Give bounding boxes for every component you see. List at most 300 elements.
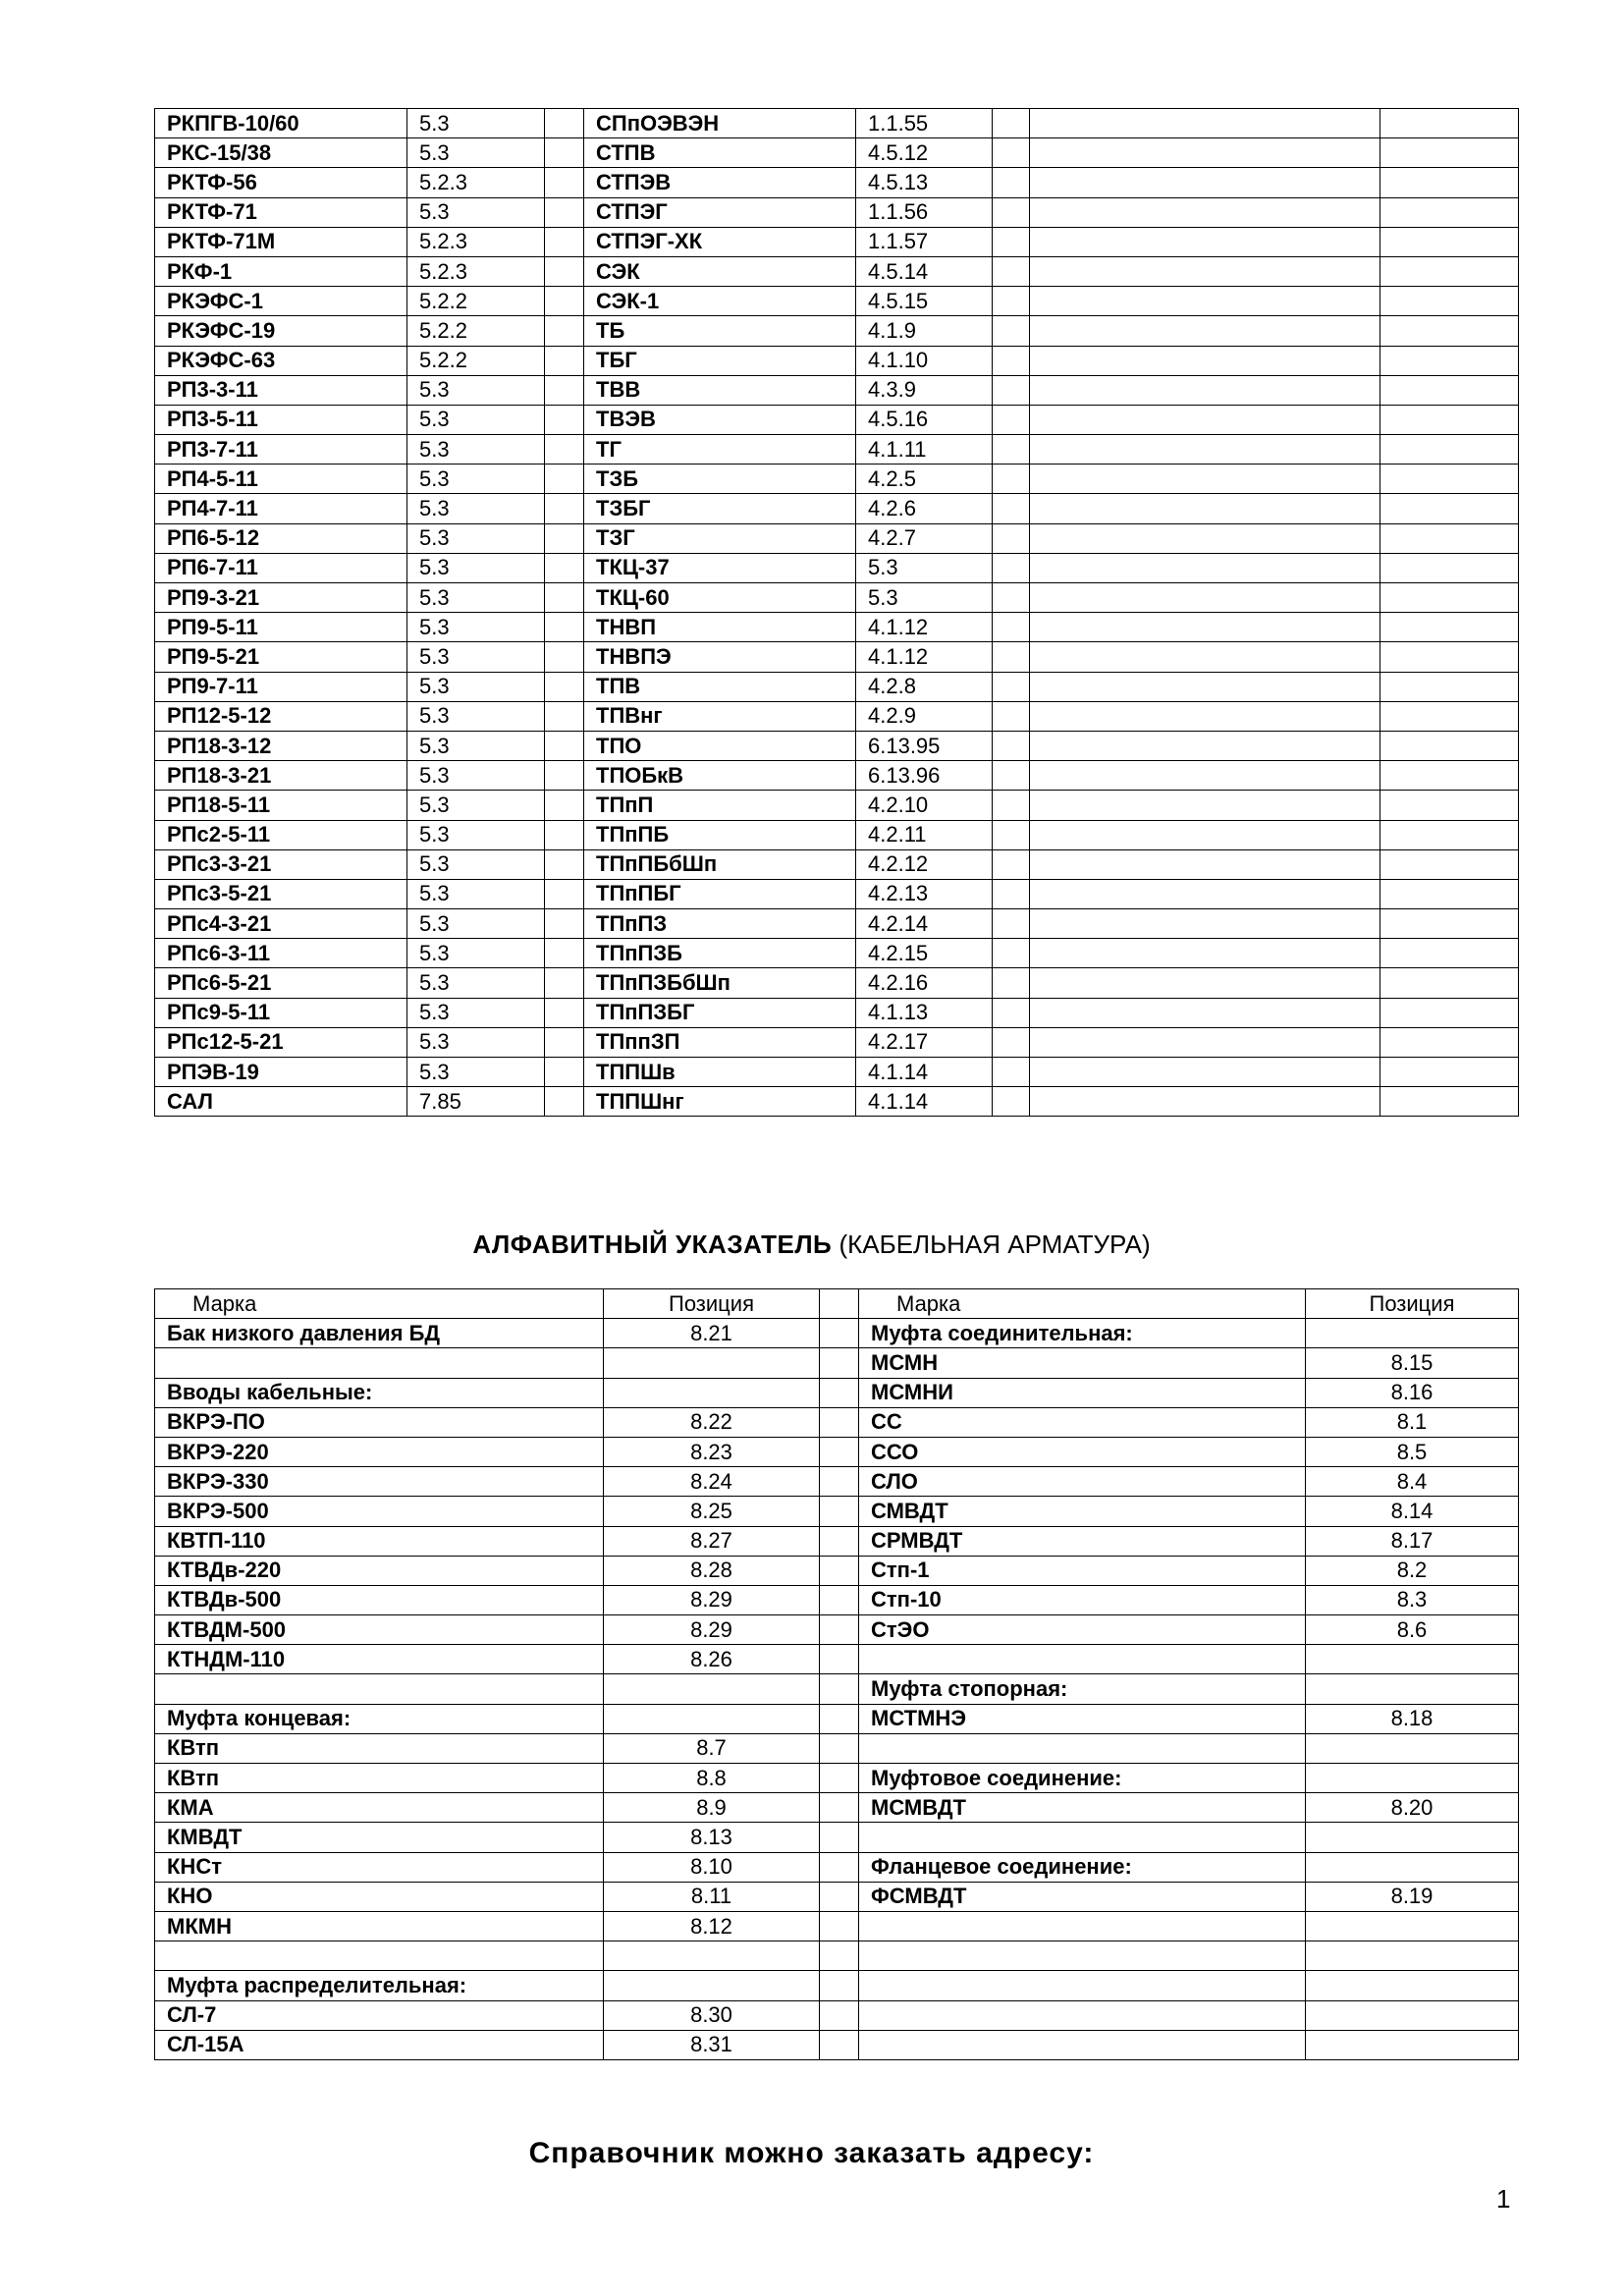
- empty-cell: [1030, 701, 1380, 731]
- empty-cell: [545, 909, 584, 939]
- cable-mark: ТЗБ: [584, 465, 856, 494]
- cable-mark: ТПпПБГ: [584, 879, 856, 908]
- empty-cell: [1380, 405, 1519, 434]
- cable-mark: САЛ: [155, 1087, 407, 1117]
- empty-cell: [820, 1971, 859, 2000]
- empty-cell: [1380, 583, 1519, 613]
- cable-position: 4.5.12: [856, 138, 993, 168]
- empty-cell: [993, 791, 1030, 820]
- table-row: [155, 1674, 1519, 1704]
- table-row: [155, 2000, 1519, 2030]
- empty-cell: [820, 1467, 859, 1497]
- empty-cell: [1380, 256, 1519, 286]
- empty-cell: [993, 168, 1030, 197]
- table-row: [155, 1911, 1519, 1941]
- empty-cell: [993, 1087, 1030, 1117]
- table-row: [155, 909, 1519, 939]
- empty-cell: [545, 820, 584, 849]
- table-row: [155, 465, 1519, 494]
- cable-mark: ТЗБГ: [584, 494, 856, 523]
- empty-cell: [1030, 820, 1380, 849]
- fitting-mark: [859, 1911, 1306, 1941]
- empty-cell: [545, 968, 584, 998]
- empty-cell: [993, 998, 1030, 1027]
- table-row: [155, 583, 1519, 613]
- empty-cell: [993, 820, 1030, 849]
- cable-mark: РП18-5-11: [155, 791, 407, 820]
- table-row: [155, 939, 1519, 968]
- empty-cell: [1030, 375, 1380, 405]
- table-row: [155, 1882, 1519, 1911]
- empty-cell: [993, 256, 1030, 286]
- fitting-position: 8.4: [1306, 1467, 1519, 1497]
- fitting-mark: [859, 1823, 1306, 1852]
- cable-mark: ТКЦ-60: [584, 583, 856, 613]
- fitting-mark: МСМН: [859, 1348, 1306, 1378]
- empty-cell: [1030, 583, 1380, 613]
- cable-mark: РКТФ-71: [155, 197, 407, 227]
- cable-mark: РПЭВ-19: [155, 1058, 407, 1087]
- fitting-position: [604, 1704, 820, 1733]
- cable-mark: РКЭФС-19: [155, 316, 407, 346]
- fitting-position: [604, 1971, 820, 2000]
- cable-mark: СТПЭГ-ХК: [584, 227, 856, 256]
- cable-position: 5.3: [407, 998, 545, 1027]
- cable-mark: ТЗГ: [584, 523, 856, 553]
- empty-cell: [993, 583, 1030, 613]
- fitting-mark: ВКРЭ-330: [155, 1467, 604, 1497]
- fitting-mark: [155, 1348, 604, 1378]
- fitting-mark: КВтп: [155, 1733, 604, 1763]
- table-row: [155, 1526, 1519, 1556]
- empty-cell: [1030, 939, 1380, 968]
- empty-cell: [1380, 227, 1519, 256]
- fitting-position: [1306, 1911, 1519, 1941]
- cable-mark: РПс6-5-21: [155, 968, 407, 998]
- fitting-position: [604, 1941, 820, 1971]
- empty-cell: [545, 672, 584, 701]
- empty-cell: [1380, 998, 1519, 1027]
- empty-cell: [1380, 1058, 1519, 1087]
- fitting-position: [1306, 1971, 1519, 2000]
- cable-mark: ТПВ: [584, 672, 856, 701]
- cable-mark: РПс9-5-11: [155, 998, 407, 1027]
- cable-position: 4.2.14: [856, 909, 993, 939]
- cable-mark: ТПпПЗ: [584, 909, 856, 939]
- fitting-position: 8.20: [1306, 1793, 1519, 1823]
- cable-position: 4.1.11: [856, 435, 993, 465]
- empty-cell: [545, 138, 584, 168]
- cable-mark: СПпОЭВЭН: [584, 109, 856, 138]
- empty-cell: [820, 1852, 859, 1882]
- cable-mark: ТГ: [584, 435, 856, 465]
- fitting-mark: КТНДМ-110: [155, 1645, 604, 1674]
- table-row: [155, 138, 1519, 168]
- table-row: [155, 613, 1519, 642]
- fitting-position: 8.11: [604, 1882, 820, 1911]
- table-row: [155, 553, 1519, 582]
- header-mark: Марка: [859, 1289, 1306, 1319]
- empty-cell: [993, 553, 1030, 582]
- empty-cell: [1380, 879, 1519, 908]
- empty-cell: [820, 1437, 859, 1466]
- cable-mark: РКФ-1: [155, 256, 407, 286]
- cable-mark: РП4-7-11: [155, 494, 407, 523]
- cable-mark: РКТФ-71М: [155, 227, 407, 256]
- fitting-mark: МСМВДТ: [859, 1793, 1306, 1823]
- fitting-mark: [859, 2030, 1306, 2059]
- cable-mark: ТПОБкВ: [584, 761, 856, 791]
- empty-cell: [1380, 849, 1519, 879]
- cable-position: 5.3: [407, 465, 545, 494]
- empty-cell: [993, 909, 1030, 939]
- cable-position: 4.2.9: [856, 701, 993, 731]
- fitting-position: 8.14: [1306, 1497, 1519, 1526]
- cable-mark: РКЭФС-1: [155, 287, 407, 316]
- empty-cell: [545, 553, 584, 582]
- header-position: Позиция: [1306, 1289, 1519, 1319]
- empty-cell: [545, 939, 584, 968]
- empty-cell: [545, 227, 584, 256]
- fitting-mark: [859, 1733, 1306, 1763]
- fitting-position: 8.27: [604, 1526, 820, 1556]
- table-row: [155, 879, 1519, 908]
- fitting-position: 8.3: [1306, 1585, 1519, 1614]
- empty-cell: [993, 939, 1030, 968]
- table-row: [155, 820, 1519, 849]
- cable-position: 5.3: [407, 909, 545, 939]
- fitting-mark: Стп-1: [859, 1556, 1306, 1585]
- fitting-mark: СЛ-7: [155, 2000, 604, 2030]
- empty-cell: [993, 701, 1030, 731]
- empty-cell: [1030, 998, 1380, 1027]
- cable-position: 5.2.2: [407, 287, 545, 316]
- empty-cell: [993, 287, 1030, 316]
- fitting-mark: КТВДМ-500: [155, 1615, 604, 1645]
- empty-cell: [820, 1764, 859, 1793]
- cable-position: 1.1.55: [856, 109, 993, 138]
- empty-cell: [993, 1058, 1030, 1087]
- empty-cell: [820, 2030, 859, 2059]
- empty-cell: [820, 1319, 859, 1348]
- table-row: [155, 642, 1519, 672]
- table-row: [155, 1378, 1519, 1407]
- table-row: [155, 791, 1519, 820]
- empty-cell: [993, 968, 1030, 998]
- cable-position: 4.2.15: [856, 939, 993, 968]
- cable-position: 6.13.96: [856, 761, 993, 791]
- fitting-mark: СтЭО: [859, 1615, 1306, 1645]
- fitting-mark: Фланцевое соединение:: [859, 1852, 1306, 1882]
- cable-position: 4.2.16: [856, 968, 993, 998]
- cable-mark: ТНВП: [584, 613, 856, 642]
- table-row: [155, 1971, 1519, 2000]
- empty-cell: [993, 642, 1030, 672]
- table-row: [155, 1467, 1519, 1497]
- cable-mark: ТПпПБ: [584, 820, 856, 849]
- cable-position: 1.1.57: [856, 227, 993, 256]
- cable-position: 4.5.14: [856, 256, 993, 286]
- fitting-mark: Муфтовое соединение:: [859, 1764, 1306, 1793]
- empty-cell: [1380, 968, 1519, 998]
- table-row: [155, 316, 1519, 346]
- table-row: [155, 849, 1519, 879]
- empty-cell: [545, 109, 584, 138]
- fitting-position: 8.16: [1306, 1378, 1519, 1407]
- cable-mark: РП3-7-11: [155, 435, 407, 465]
- empty-cell: [545, 1087, 584, 1117]
- fitting-mark: КВТП-110: [155, 1526, 604, 1556]
- fitting-mark: МСМНИ: [859, 1378, 1306, 1407]
- footer-text: Справочник можно заказать адресу:: [528, 2137, 1095, 2169]
- empty-cell: [820, 1645, 859, 1674]
- fitting-mark: Муфта стопорная:: [859, 1674, 1306, 1704]
- empty-cell: [820, 1882, 859, 1911]
- empty-cell: [1380, 1027, 1519, 1057]
- empty-cell: [1380, 109, 1519, 138]
- fitting-mark: Стп-10: [859, 1585, 1306, 1614]
- cable-position: 5.3: [407, 435, 545, 465]
- empty-cell: [545, 405, 584, 434]
- empty-cell: [820, 1348, 859, 1378]
- fitting-mark: СРМВДТ: [859, 1526, 1306, 1556]
- cable-position: 4.1.9: [856, 316, 993, 346]
- cable-position: 5.2.2: [407, 346, 545, 375]
- fitting-mark: [859, 1941, 1306, 1971]
- fitting-position: 8.9: [604, 1793, 820, 1823]
- empty-cell: [1380, 642, 1519, 672]
- cable-position: 5.2.3: [407, 256, 545, 286]
- cable-position: 4.2.6: [856, 494, 993, 523]
- empty-cell: [1380, 316, 1519, 346]
- cable-mark: ТППШв: [584, 1058, 856, 1087]
- cable-position: 5.2.3: [407, 227, 545, 256]
- empty-cell: [1030, 256, 1380, 286]
- cable-position: 4.1.12: [856, 642, 993, 672]
- empty-cell: [820, 2000, 859, 2030]
- empty-cell: [820, 1941, 859, 1971]
- cable-position: 5.3: [407, 849, 545, 879]
- fitting-mark: ВКРЭ-220: [155, 1437, 604, 1466]
- cable-mark: РП18-3-12: [155, 731, 407, 760]
- table-row: [155, 2030, 1519, 2059]
- cable-position: 5.3: [407, 642, 545, 672]
- fitting-position: 8.29: [604, 1585, 820, 1614]
- empty-cell: [993, 731, 1030, 760]
- cable-mark: РП3-3-11: [155, 375, 407, 405]
- cable-position: 4.1.13: [856, 998, 993, 1027]
- table-row: [155, 1823, 1519, 1852]
- fitting-position: [604, 1348, 820, 1378]
- fitting-position: 8.12: [604, 1911, 820, 1941]
- table-row: [155, 1058, 1519, 1087]
- fitting-mark: Вводы кабельные:: [155, 1378, 604, 1407]
- cable-mark: ТПпП: [584, 791, 856, 820]
- cable-position: 4.1.14: [856, 1087, 993, 1117]
- table-row: [155, 1793, 1519, 1823]
- empty-cell: [1380, 287, 1519, 316]
- empty-cell: [1030, 435, 1380, 465]
- fitting-mark: КМВДТ: [155, 1823, 604, 1852]
- table-row: [155, 1087, 1519, 1117]
- fitting-mark: Муфта соединительная:: [859, 1319, 1306, 1348]
- fitting-mark: СС: [859, 1407, 1306, 1437]
- fitting-mark: СЛ-15А: [155, 2030, 604, 2059]
- table-row: [155, 1027, 1519, 1057]
- cable-position: 1.1.56: [856, 197, 993, 227]
- fitting-position: 8.1: [1306, 1407, 1519, 1437]
- empty-cell: [545, 731, 584, 760]
- cable-position: 5.3: [407, 197, 545, 227]
- fitting-position: 8.29: [604, 1615, 820, 1645]
- fitting-position: [1306, 1674, 1519, 1704]
- cable-position: 5.3: [407, 701, 545, 731]
- empty-cell: [993, 672, 1030, 701]
- cable-position: 4.5.15: [856, 287, 993, 316]
- empty-cell: [993, 523, 1030, 553]
- empty-cell: [1380, 701, 1519, 731]
- empty-cell: [993, 613, 1030, 642]
- cable-mark: РП6-7-11: [155, 553, 407, 582]
- cable-position: 5.3: [407, 820, 545, 849]
- fitting-position: 8.15: [1306, 1348, 1519, 1378]
- header-mark: Марка: [155, 1289, 604, 1319]
- table-row: [155, 761, 1519, 791]
- empty-cell: [1380, 909, 1519, 939]
- cable-position: 4.2.12: [856, 849, 993, 879]
- empty-cell: [545, 435, 584, 465]
- table-row: [155, 1585, 1519, 1614]
- empty-cell: [545, 197, 584, 227]
- empty-cell: [1380, 138, 1519, 168]
- cable-position: 5.3: [407, 761, 545, 791]
- empty-cell: [545, 998, 584, 1027]
- cable-mark: РКПГВ-10/60: [155, 109, 407, 138]
- cable-position: 4.2.10: [856, 791, 993, 820]
- empty-cell: [545, 701, 584, 731]
- cable-position: 5.3: [407, 613, 545, 642]
- cable-mark: ТППШнг: [584, 1087, 856, 1117]
- empty-cell: [993, 405, 1030, 434]
- cable-position: 5.3: [407, 375, 545, 405]
- fitting-mark: [859, 1645, 1306, 1674]
- table-row: [155, 1615, 1519, 1645]
- empty-cell: [1380, 346, 1519, 375]
- cable-mark: ТПппЗП: [584, 1027, 856, 1057]
- fitting-position: [604, 1674, 820, 1704]
- cable-position: 5.3: [407, 968, 545, 998]
- cable-mark: РП9-3-21: [155, 583, 407, 613]
- empty-cell: [1030, 287, 1380, 316]
- cable-position: 5.3: [856, 583, 993, 613]
- table-row: [155, 672, 1519, 701]
- header-position: Позиция: [604, 1289, 820, 1319]
- fitting-position: 8.23: [604, 1437, 820, 1466]
- empty-cell: [1030, 465, 1380, 494]
- empty-cell: [1030, 138, 1380, 168]
- empty-cell: [1380, 523, 1519, 553]
- empty-cell: [545, 849, 584, 879]
- cable-mark: РП4-5-11: [155, 465, 407, 494]
- fitting-mark: [859, 2000, 1306, 2030]
- cable-position: 4.1.12: [856, 613, 993, 642]
- empty-cell: [1380, 465, 1519, 494]
- cable-mark: РП9-5-21: [155, 642, 407, 672]
- fitting-position: [604, 1378, 820, 1407]
- cable-position: 4.2.17: [856, 1027, 993, 1057]
- fitting-mark: КТВДв-220: [155, 1556, 604, 1585]
- table-row: [155, 1941, 1519, 1971]
- table-row: [155, 1407, 1519, 1437]
- empty-cell: [1030, 405, 1380, 434]
- table-row: [155, 1348, 1519, 1378]
- table-row: [155, 701, 1519, 731]
- empty-cell: [545, 346, 584, 375]
- empty-cell: [993, 435, 1030, 465]
- table-row: [155, 523, 1519, 553]
- empty-cell: [1030, 346, 1380, 375]
- cable-mark: РКЭФС-63: [155, 346, 407, 375]
- empty-cell: [1380, 613, 1519, 642]
- table-row: [155, 435, 1519, 465]
- cable-mark: ТПО: [584, 731, 856, 760]
- cable-mark: ТБГ: [584, 346, 856, 375]
- fitting-mark: ВКРЭ-ПО: [155, 1407, 604, 1437]
- cable-position: 4.5.13: [856, 168, 993, 197]
- cable-position: 4.2.5: [856, 465, 993, 494]
- empty-cell: [1380, 553, 1519, 582]
- fitting-position: [1306, 1645, 1519, 1674]
- table-row: [155, 494, 1519, 523]
- cable-position: 4.1.14: [856, 1058, 993, 1087]
- empty-cell: [1030, 791, 1380, 820]
- cable-position: 5.2.2: [407, 316, 545, 346]
- fitting-mark: КВтп: [155, 1764, 604, 1793]
- fitting-mark: КНСт: [155, 1852, 604, 1882]
- fitting-position: 8.18: [1306, 1704, 1519, 1733]
- fitting-position: 8.28: [604, 1556, 820, 1585]
- cable-position: 5.2.3: [407, 168, 545, 197]
- empty-cell: [1030, 494, 1380, 523]
- cable-mark: РПс4-3-21: [155, 909, 407, 939]
- empty-cell: [1380, 939, 1519, 968]
- cable-position: 4.2.7: [856, 523, 993, 553]
- cable-index-table: [154, 108, 1519, 1117]
- empty-cell: [545, 1027, 584, 1057]
- empty-cell: [545, 523, 584, 553]
- fitting-position: 8.7: [604, 1733, 820, 1763]
- fitting-position: [1306, 2000, 1519, 2030]
- table-row: [155, 968, 1519, 998]
- empty-cell: [1030, 909, 1380, 939]
- cable-mark: РКТФ-56: [155, 168, 407, 197]
- empty-cell: [1380, 168, 1519, 197]
- cable-position: 5.3: [407, 494, 545, 523]
- empty-cell: [993, 465, 1030, 494]
- empty-cell: [1380, 494, 1519, 523]
- empty-cell: [1380, 761, 1519, 791]
- cable-mark: РП3-5-11: [155, 405, 407, 434]
- fittings-index-table: [154, 1288, 1519, 2060]
- table-row: [155, 1319, 1519, 1348]
- fitting-position: 8.13: [604, 1823, 820, 1852]
- cable-mark: РП9-7-11: [155, 672, 407, 701]
- fitting-position: [1306, 1733, 1519, 1763]
- fitting-position: [1306, 1941, 1519, 1971]
- empty-cell: [1030, 523, 1380, 553]
- fitting-position: 8.31: [604, 2030, 820, 2059]
- empty-cell: [993, 316, 1030, 346]
